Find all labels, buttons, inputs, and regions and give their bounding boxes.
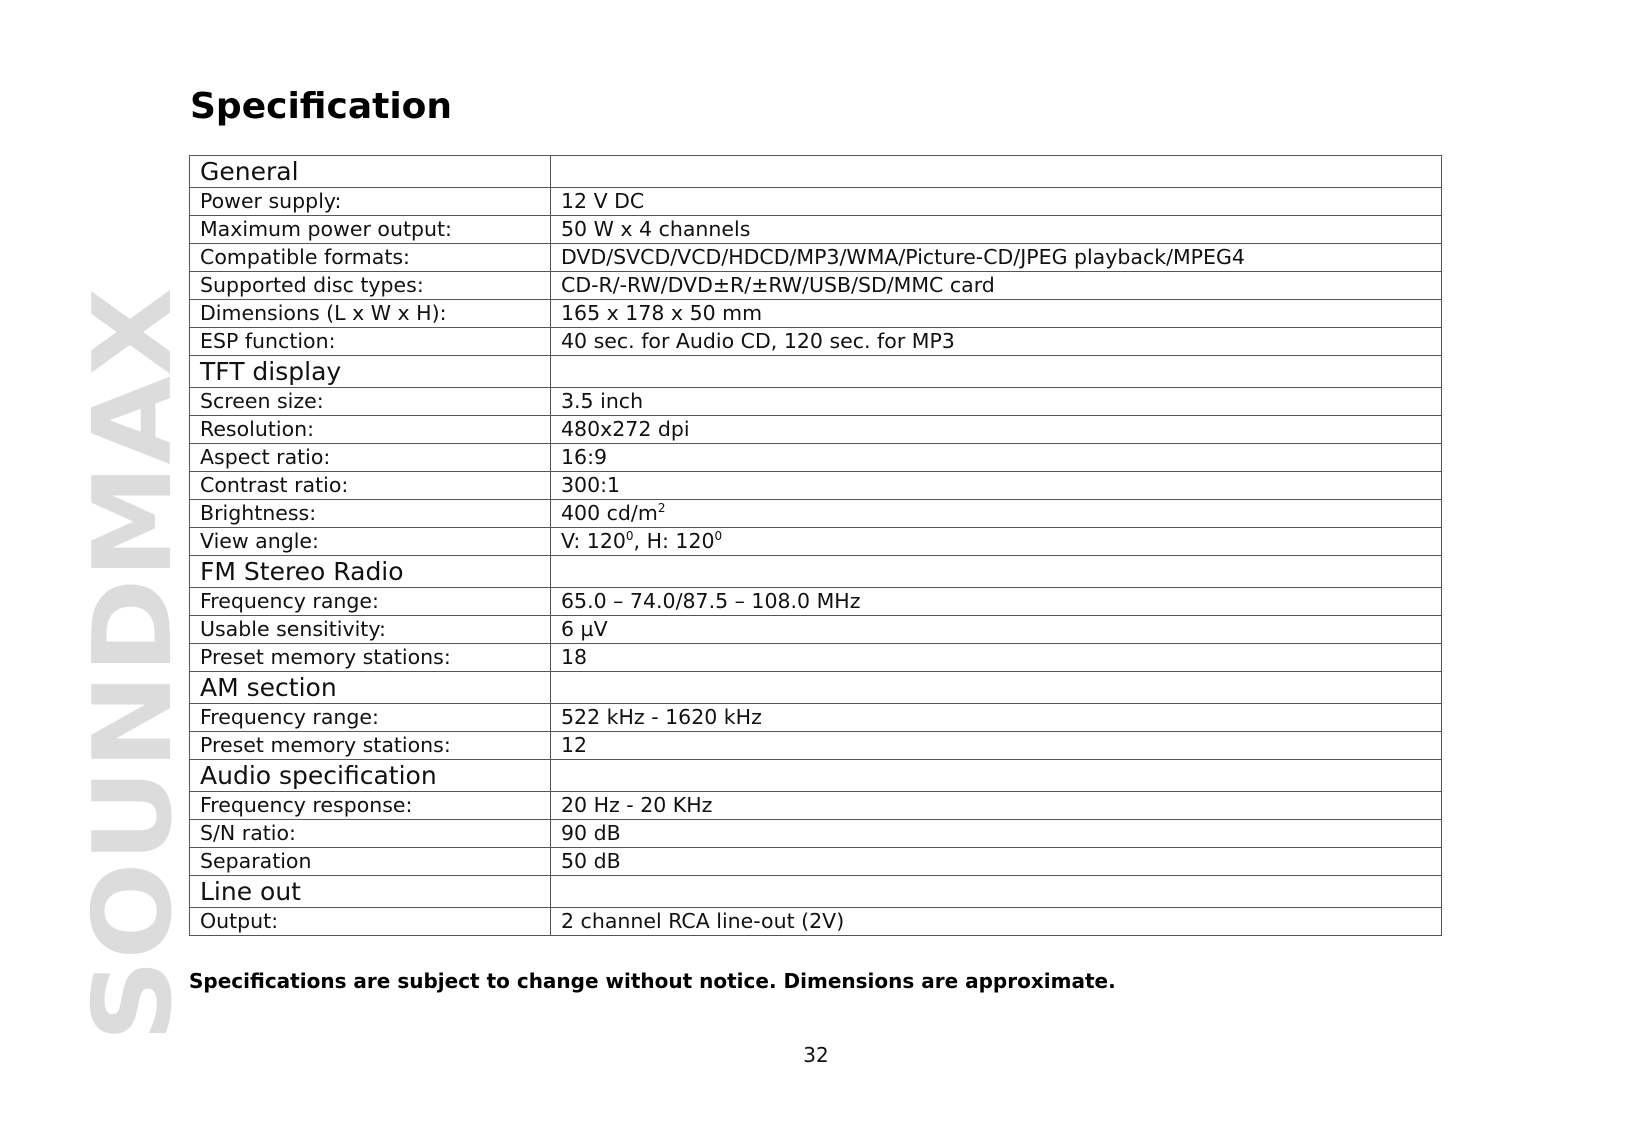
spec-row <box>190 908 1442 936</box>
spec-value-text: 16:9 <box>561 445 608 469</box>
spec-value-text: 18 <box>561 645 588 669</box>
spec-value-text: 165 x 178 x 50 mm <box>561 301 763 325</box>
spec-label: Compatible formats: <box>190 244 551 272</box>
spec-row <box>190 848 1442 876</box>
section-heading-value-cell <box>551 760 1442 792</box>
section-heading: AM section <box>190 672 551 704</box>
spec-value-text: 65.0 – 74.0/87.5 – 108.0 MHz <box>561 589 861 613</box>
spec-value <box>551 528 1442 556</box>
spec-value-text: 20 Hz - 20 KHz <box>561 793 713 817</box>
spec-row <box>190 300 1442 328</box>
spec-value <box>551 792 1442 820</box>
section-heading: Audio specification <box>190 760 551 792</box>
spec-label: S/N ratio: <box>190 820 551 848</box>
spec-row <box>190 528 1442 556</box>
spec-value-part: , H: 120 <box>633 529 715 553</box>
page-title: Specification <box>190 86 453 127</box>
spec-value <box>551 588 1442 616</box>
spec-row <box>190 244 1442 272</box>
spec-row <box>190 616 1442 644</box>
spec-row <box>190 444 1442 472</box>
unit-superscript: 2 <box>657 501 666 516</box>
spec-row <box>190 188 1442 216</box>
spec-value-text: 300:1 <box>561 473 621 497</box>
section-heading: FM Stereo Radio <box>190 556 551 588</box>
spec-value-text: 6 µV <box>561 617 608 641</box>
spec-value-text: 400 cd/m <box>561 501 658 525</box>
soundmax-logo <box>71 82 197 1042</box>
spec-label: View angle: <box>190 528 551 556</box>
spec-value <box>551 908 1442 936</box>
spec-value <box>551 216 1442 244</box>
section-heading: TFT display <box>190 356 551 388</box>
spec-value <box>551 820 1442 848</box>
spec-row <box>190 792 1442 820</box>
spec-value <box>551 848 1442 876</box>
spec-row <box>190 732 1442 760</box>
page-number: 32 <box>803 1043 829 1067</box>
spec-label: Contrast ratio: <box>190 472 551 500</box>
spec-row <box>190 820 1442 848</box>
spec-value <box>551 416 1442 444</box>
spec-label: Dimensions (L x W x H): <box>190 300 551 328</box>
spec-value <box>551 444 1442 472</box>
spec-row <box>190 216 1442 244</box>
spec-value-text: 50 W x 4 channels <box>561 217 751 241</box>
spec-value-text: 40 sec. for Audio CD, 120 sec. for MP3 <box>561 329 955 353</box>
spec-row <box>190 704 1442 732</box>
spec-value-part: V: 120 <box>561 529 626 553</box>
spec-value <box>551 388 1442 416</box>
section-header-row <box>190 156 1442 188</box>
spec-value <box>551 472 1442 500</box>
spec-value <box>551 188 1442 216</box>
spec-label: Separation <box>190 848 551 876</box>
spec-value <box>551 300 1442 328</box>
spec-value <box>551 616 1442 644</box>
spec-value-text: 90 dB <box>561 821 621 845</box>
degree-superscript: 0 <box>625 529 634 544</box>
section-header-row <box>190 876 1442 908</box>
spec-label: Power supply: <box>190 188 551 216</box>
spec-value-text: 12 <box>561 733 588 757</box>
spec-value-text: DVD/SVCD/VCD/HDCD/MP3/WMA/Picture-CD/JPEG playback/MPEG4 <box>561 245 1245 269</box>
spec-row <box>190 388 1442 416</box>
spec-value <box>551 328 1442 356</box>
spec-label: Frequency response: <box>190 792 551 820</box>
section-heading-value-cell <box>551 356 1442 388</box>
spec-value <box>551 244 1442 272</box>
spec-row <box>190 588 1442 616</box>
spec-label: Preset memory stations: <box>190 644 551 672</box>
spec-value-text: 3.5 inch <box>561 389 644 413</box>
spec-value-text: 522 kHz - 1620 kHz <box>561 705 762 729</box>
spec-row <box>190 328 1442 356</box>
spec-label: Aspect ratio: <box>190 444 551 472</box>
spec-row <box>190 416 1442 444</box>
spec-value-text: 2 channel RCA line-out (2V) <box>561 909 845 933</box>
spec-label: Frequency range: <box>190 588 551 616</box>
spec-value <box>551 644 1442 672</box>
spec-row <box>190 272 1442 300</box>
spec-value-text: CD-R/-RW/DVD±R/±RW/USB/SD/MMC card <box>561 273 995 297</box>
spec-label: Output: <box>190 908 551 936</box>
spec-value <box>551 272 1442 300</box>
section-heading-value-cell <box>551 876 1442 908</box>
degree-superscript: 0 <box>714 529 723 544</box>
spec-row <box>190 472 1442 500</box>
section-header-row <box>190 672 1442 704</box>
spec-label: Usable sensitivity: <box>190 616 551 644</box>
spec-value <box>551 732 1442 760</box>
spec-label: Brightness: <box>190 500 551 528</box>
spec-value-text: 50 dB <box>561 849 621 873</box>
spec-row <box>190 500 1442 528</box>
spec-value-text: 12 V DC <box>561 189 645 213</box>
spec-label: Frequency range: <box>190 704 551 732</box>
section-header-row <box>190 760 1442 792</box>
section-heading-value-cell <box>551 672 1442 704</box>
spec-value <box>551 704 1442 732</box>
spec-label: Preset memory stations: <box>190 732 551 760</box>
section-heading: General <box>190 156 551 188</box>
section-heading: Line out <box>190 876 551 908</box>
section-header-row <box>190 356 1442 388</box>
section-heading-value-cell <box>551 556 1442 588</box>
spec-label: Supported disc types: <box>190 272 551 300</box>
spec-table <box>189 155 1442 936</box>
spec-value <box>551 500 1442 528</box>
spec-label: Screen size: <box>190 388 551 416</box>
spec-value-text: 480x272 dpi <box>561 417 690 441</box>
disclaimer-note: Specifications are subject to change without notice. Dimensions are approximate. <box>189 969 1116 993</box>
section-heading-value-cell <box>551 156 1442 188</box>
section-header-row <box>190 556 1442 588</box>
spec-label: Maximum power output: <box>190 216 551 244</box>
spec-row <box>190 644 1442 672</box>
spec-label: ESP function: <box>190 328 551 356</box>
soundmax-logo-text: SOUNDMAX <box>71 287 197 1042</box>
spec-label: Resolution: <box>190 416 551 444</box>
